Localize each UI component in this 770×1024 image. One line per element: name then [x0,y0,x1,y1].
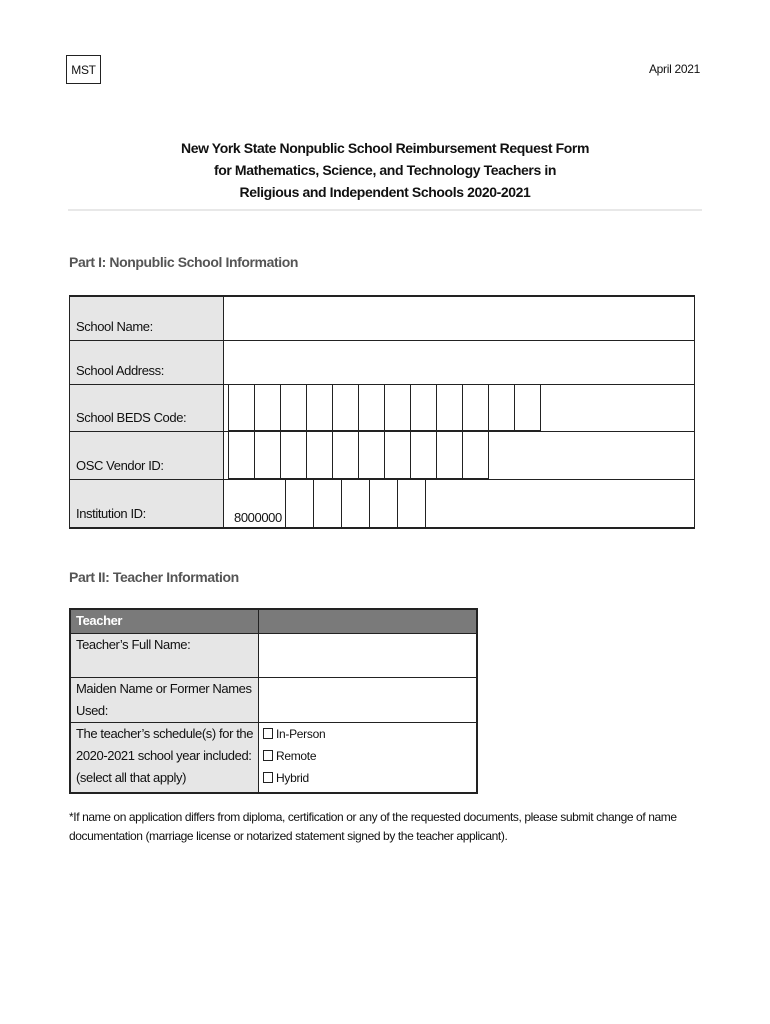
form-code-box [66,55,101,84]
institution-id-label: Institution ID: [70,480,224,527]
vendor-digit-cell[interactable] [228,432,255,479]
checkbox-icon[interactable] [263,750,273,761]
vendor-id-label: OSC Vendor ID: [70,432,224,479]
maiden-name-label: Maiden Name or Former Names Used: [71,678,259,722]
beds-digit-cell[interactable] [410,385,437,431]
form-date: April 2021 [648,62,700,76]
institution-digit-cell[interactable] [285,480,314,527]
vendor-digit-cell[interactable] [358,432,385,479]
institution-digit-cell[interactable] [341,480,370,527]
full-name-label: Teacher’s Full Name: [71,634,259,677]
beds-digit-cell[interactable] [514,385,541,431]
beds-digit-cell[interactable] [384,385,411,431]
school-name-label: School Name: [70,297,224,340]
institution-id-row [70,480,694,527]
part1-heading: Part I: Nonpublic School Information [69,254,299,270]
school-name-field[interactable] [224,297,694,340]
beds-code-row [70,385,694,432]
title-line-2: for Mathematics, Science, and Technology Teachers in [213,162,556,178]
beds-digit-cell[interactable] [462,385,489,431]
option-label: Remote [276,749,317,763]
institution-id-prefix: 8000000 [234,510,282,525]
beds-digit-cell[interactable] [228,385,255,431]
form-code: MST [71,62,96,77]
teacher-header-label: Teacher [71,610,259,633]
school-name-row [70,297,694,341]
school-address-field[interactable] [224,341,694,384]
beds-digit-cell[interactable] [332,385,359,431]
option-in-person[interactable] [263,723,476,745]
school-info-table [69,295,695,529]
vendor-digit-cell[interactable] [332,432,359,479]
title-divider [68,209,702,211]
part2-heading: Part II: Teacher Information [69,569,239,585]
vendor-id-row [70,432,694,480]
schedule-row [71,723,476,792]
teacher-info-table [69,608,478,794]
checkbox-icon[interactable] [263,728,273,739]
beds-digit-cell[interactable] [436,385,463,431]
vendor-digit-cell[interactable] [462,432,489,479]
institution-id-cells [286,480,426,527]
schedule-label: The teacher’s schedule(s) for the 2020-2021 school year included: (select all that apply) [71,723,259,792]
full-name-row [71,634,476,678]
option-label: In-Person [276,727,326,741]
checkbox-icon[interactable] [263,772,273,783]
beds-digit-cell[interactable] [306,385,333,431]
vendor-id-field [224,432,694,479]
school-address-label: School Address: [70,341,224,384]
beds-digit-cell[interactable] [488,385,515,431]
option-remote[interactable] [263,745,476,767]
beds-digit-cell[interactable] [358,385,385,431]
vendor-digit-cell[interactable] [410,432,437,479]
beds-digit-cell[interactable] [280,385,307,431]
institution-id-field [224,480,694,527]
beds-code-cells [229,385,541,431]
name-change-footnote: *If name on application differs from diploma, certification or any of the requested documents, please submit change of name documentation (marriage license or notarized statement signed by the teacher applicant). [69,810,677,843]
vendor-digit-cell[interactable] [280,432,307,479]
title-line-3: Religious and Independent Schools 2020-2021 [239,184,531,200]
option-label: Hybrid [276,771,309,785]
form-title [0,137,770,203]
vendor-digit-cell[interactable] [306,432,333,479]
maiden-name-row [71,678,476,723]
teacher-header-row [71,610,476,634]
school-address-row [70,341,694,385]
institution-digit-cell[interactable] [369,480,398,527]
maiden-name-field[interactable] [259,678,476,722]
title-line-1: New York State Nonpublic School Reimbursement Request Form [180,140,590,156]
beds-code-label: School BEDS Code: [70,385,224,431]
beds-code-field [224,385,694,431]
schedule-options [259,723,476,792]
full-name-field[interactable] [259,634,476,677]
vendor-digit-cell[interactable] [384,432,411,479]
vendor-digit-cell[interactable] [436,432,463,479]
option-hybrid[interactable] [263,767,476,789]
vendor-digit-cell[interactable] [254,432,281,479]
beds-digit-cell[interactable] [254,385,281,431]
teacher-header-blank [259,610,476,633]
institution-digit-cell[interactable] [397,480,426,527]
vendor-id-cells [229,432,489,479]
institution-digit-cell[interactable] [313,480,342,527]
